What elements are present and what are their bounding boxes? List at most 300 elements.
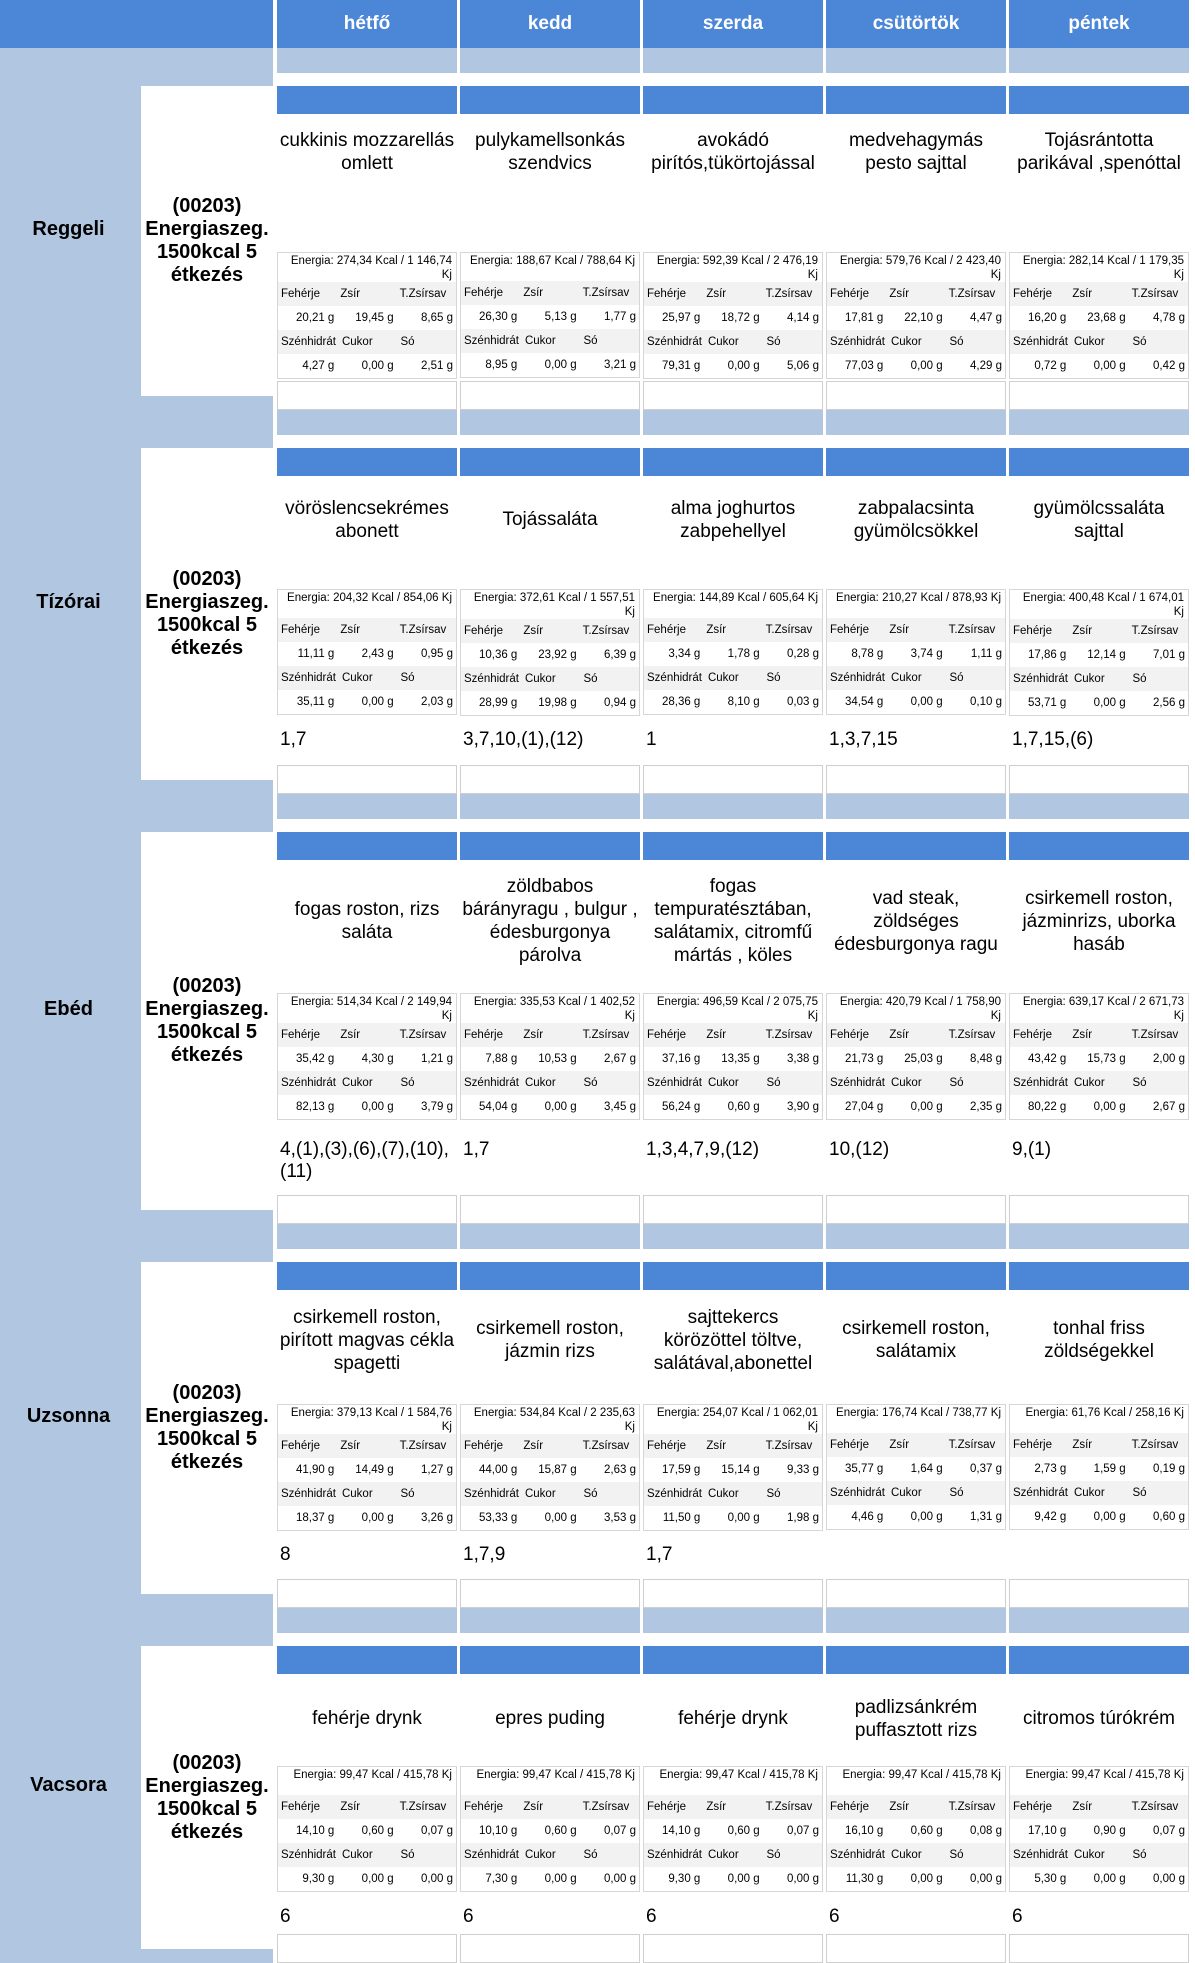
sat-fat-value: 9,33 g: [787, 1464, 819, 1476]
day-cell: [460, 410, 640, 794]
salt-value: 0,42 g: [1153, 360, 1185, 372]
nutrient-header-row: [278, 282, 456, 306]
salt-label: Só: [1132, 673, 1147, 685]
cell-spacer: [1009, 410, 1189, 435]
meal-name: Vacsora: [0, 1608, 137, 1963]
dish-name: gyümölcssaláta sajttal: [1033, 497, 1165, 542]
nutrient-header-row: [827, 1481, 1005, 1505]
salt-label: Só: [766, 1488, 781, 1500]
nutrient-header-row: [1010, 330, 1188, 354]
cell-spacer: [826, 48, 1006, 73]
protein-value: 26,30 g: [478, 311, 518, 323]
sugar-label: Cukor: [341, 672, 373, 684]
protein-value: 17,59 g: [661, 1464, 701, 1476]
nutrient-value-row: [461, 1819, 639, 1843]
diet-group: (00203) Energiaszeg. 1500kcal 5 étkezés: [141, 832, 273, 1210]
protein-label: Fehérje: [1013, 1439, 1052, 1451]
cell-footer: [826, 1195, 1006, 1224]
protein-label: Fehérje: [830, 624, 869, 636]
protein-value: 43,42 g: [1027, 1053, 1067, 1065]
sugar-value: 0,00 g: [1093, 360, 1126, 372]
nutrition-table: [1009, 1404, 1189, 1530]
sugar-value: 0,00 g: [361, 360, 394, 372]
nutrient-header-row: [644, 1071, 822, 1095]
sat-fat-value: 1,77 g: [604, 311, 636, 323]
nutrient-header-row: [827, 666, 1005, 690]
nutrient-header-row: [278, 666, 456, 690]
energy-value: Energia: 204,32 Kcal / 854,06 Kj: [287, 592, 452, 604]
sugar-value: 0,00 g: [727, 360, 760, 372]
sugar-value: 0,00 g: [361, 696, 394, 708]
protein-value: 17,81 g: [844, 312, 884, 324]
fat-value: 23,92 g: [538, 649, 577, 661]
carbs-label: Szénhidrát: [464, 1077, 519, 1089]
dish-name: vöröslencsekrémes abonett: [285, 497, 449, 542]
dish-name: tonhal friss zöldségekkel: [1044, 1318, 1154, 1362]
cell-band: [460, 86, 640, 114]
fat-value: 15,14 g: [721, 1464, 760, 1476]
allergen-codes: 6: [646, 1906, 657, 1927]
nutrient-header-row: [827, 282, 1005, 306]
nutrient-value-row: [1010, 306, 1188, 330]
salt-value: 0,00 g: [970, 1873, 1002, 1885]
cell-band: [643, 832, 823, 860]
fat-label: Zsír: [889, 288, 910, 300]
protein-label: Fehérje: [1013, 1029, 1052, 1041]
protein-label: Fehérje: [464, 1801, 503, 1813]
protein-label: Fehérje: [830, 1439, 869, 1451]
fat-label: Zsír: [706, 1029, 727, 1041]
fat-value: 1,59 g: [1093, 1463, 1126, 1475]
sat-fat-value: 0,07 g: [787, 1825, 819, 1837]
allergen-codes: 3,7,10,(1),(12): [463, 729, 584, 750]
nutrient-value-row: [827, 1867, 1005, 1891]
cell-band: [826, 86, 1006, 114]
nutrient-header-row: [461, 619, 639, 643]
meal-name: Tízórai: [0, 410, 137, 794]
nutrient-value-row: [644, 1458, 822, 1482]
energy-value: Energia: 144,89 Kcal / 605,64 Kj: [653, 592, 818, 604]
nutrition-table: [826, 1404, 1006, 1530]
sat-fat-label: T.Zsírsav: [582, 625, 630, 637]
salt-value: 3,26 g: [421, 1512, 453, 1524]
energy-value: Energia: 420,79 Kcal / 1 758,90 Kj: [839, 996, 1001, 1022]
dish-name: Tojásrántotta parikával ,spenóttal: [1017, 130, 1181, 174]
carbs-label: Szénhidrát: [647, 672, 702, 684]
cell-footer: [277, 1934, 457, 1963]
sugar-label: Cukor: [707, 1849, 739, 1861]
cell-spacer: [1009, 1608, 1189, 1633]
meal-row-ebéd: [0, 794, 1195, 1224]
energy-value: Energia: 99,47 Kcal / 415,78 Kj: [1025, 1769, 1184, 1781]
nutrient-value-row: [461, 1506, 639, 1530]
cell-band: [460, 1646, 640, 1674]
sat-fat-value: 2,00 g: [1153, 1053, 1185, 1065]
sat-fat-label: T.Zsírsav: [948, 288, 996, 300]
cell-footer: [460, 765, 640, 794]
sat-fat-label: T.Zsírsav: [1131, 1801, 1179, 1813]
fat-label: Zsír: [523, 1801, 544, 1813]
cell-footer: [826, 1579, 1006, 1608]
energy-value: Energia: 379,13 Kcal / 1 584,76 Kj: [290, 1407, 452, 1433]
sat-fat-label: T.Zsírsav: [582, 1440, 630, 1452]
diet-group: (00203) Energiaszeg. 1500kcal 5 étkezés: [141, 86, 273, 396]
day-cell: [1009, 1608, 1189, 1963]
nutrient-header-row: [461, 1843, 639, 1867]
fat-label: Zsír: [340, 288, 361, 300]
protein-label: Fehérje: [1013, 288, 1052, 300]
cell-spacer: [460, 1608, 640, 1633]
cell-spacer: [460, 410, 640, 435]
dish-name: fehérje drynk: [678, 1708, 788, 1729]
energy-value: Energia: 99,47 Kcal / 415,78 Kj: [476, 1769, 635, 1781]
energy-value: Energia: 514,34 Kcal / 2 149,94 Kj: [290, 996, 452, 1022]
day-cell: [1009, 794, 1189, 1224]
meal-name: Uzsonna: [0, 1224, 137, 1608]
protein-label: Fehérje: [464, 1029, 503, 1041]
diet-group: (00203) Energiaszeg. 1500kcal 5 étkezés: [141, 1646, 273, 1949]
cell-band: [1009, 86, 1189, 114]
salt-label: Só: [400, 1077, 415, 1089]
day-cell: [460, 794, 640, 1224]
fat-label: Zsír: [340, 624, 361, 636]
cell-footer: [1009, 1195, 1189, 1224]
nutrient-value-row: [461, 1095, 639, 1119]
carbs-label: Szénhidrát: [647, 1488, 702, 1500]
nutrient-header-row: [461, 1795, 639, 1819]
day-cell: [826, 1224, 1006, 1608]
protein-label: Fehérje: [830, 1029, 869, 1041]
sat-fat-label: T.Zsírsav: [399, 1029, 447, 1041]
nutrition-table: [460, 1766, 640, 1892]
fat-value: 0,90 g: [1093, 1825, 1126, 1837]
fat-value: 1,64 g: [910, 1463, 943, 1475]
carbs-label: Szénhidrát: [830, 1487, 885, 1499]
dish-name: padlizsánkrém puffasztott rizs: [854, 1696, 978, 1741]
nutrition-table: [277, 1404, 457, 1531]
sugar-label: Cukor: [1073, 1077, 1105, 1089]
nutrient-header-row: [278, 1482, 456, 1506]
day-cell: [277, 1224, 457, 1608]
sugar-value: 0,00 g: [544, 1512, 577, 1524]
carbs-value: 54,04 g: [478, 1101, 518, 1113]
day-cell: [460, 1608, 640, 1963]
cell-spacer: [643, 48, 823, 73]
carbs-value: 8,95 g: [485, 359, 518, 371]
allergen-codes: 1,3,7,15: [829, 729, 898, 750]
meal-row-vacsora: [0, 1608, 1195, 1963]
sat-fat-label: T.Zsírsav: [399, 1801, 447, 1813]
energy-value: Energia: 372,61 Kcal / 1 557,51 Kj: [473, 592, 635, 618]
cell-footer: [643, 1934, 823, 1963]
sat-fat-value: 3,38 g: [787, 1053, 819, 1065]
header-corner: [0, 0, 273, 48]
carbs-label: Szénhidrát: [281, 336, 336, 348]
diet-group-column: [137, 1224, 273, 1608]
cell-spacer: [277, 1608, 457, 1633]
sugar-label: Cukor: [707, 672, 739, 684]
nutrient-value-row: [827, 690, 1005, 714]
sat-fat-label: T.Zsírsav: [948, 624, 996, 636]
nutrient-header-row: [278, 1795, 456, 1819]
fat-value: 14,49 g: [355, 1464, 394, 1476]
dish-name: zöldbabos bárányragu , bulgur , édesburgonya párolva: [462, 876, 638, 966]
nutrient-value-row: [278, 306, 456, 330]
sat-fat-label: T.Zsírsav: [765, 1801, 813, 1813]
allergen-codes: 6: [1012, 1906, 1023, 1927]
day-cell: [460, 1224, 640, 1608]
carbs-label: Szénhidrát: [647, 1849, 702, 1861]
salt-label: Só: [1132, 1077, 1147, 1089]
nutrition-table: [277, 993, 457, 1120]
sat-fat-value: 0,07 g: [604, 1825, 636, 1837]
nutrient-value-row: [644, 354, 822, 378]
fat-value: 18,72 g: [721, 312, 760, 324]
fat-value: 12,14 g: [1087, 649, 1126, 661]
diet-group-column: [137, 410, 273, 794]
fat-label: Zsír: [706, 1440, 727, 1452]
sugar-value: 0,00 g: [910, 360, 943, 372]
cell-spacer: [1009, 794, 1189, 819]
energy-value: Energia: 579,76 Kcal / 2 423,40 Kj: [839, 255, 1001, 281]
sugar-label: Cukor: [341, 336, 373, 348]
sat-fat-value: 7,01 g: [1153, 649, 1185, 661]
dish-name: Tojássaláta: [502, 509, 598, 530]
diet-group-column: [137, 1608, 273, 1963]
dish-name: medvehagymás pesto sajttal: [848, 130, 984, 174]
protein-label: Fehérje: [464, 1440, 503, 1452]
allergen-codes: 6: [280, 1906, 291, 1927]
nutrition-table: [460, 589, 640, 716]
day-cell: [460, 48, 640, 410]
salt-label: Só: [583, 673, 598, 685]
fat-value: 0,60 g: [727, 1825, 760, 1837]
sugar-label: Cukor: [1073, 336, 1105, 348]
carbs-value: 53,33 g: [478, 1512, 518, 1524]
carbs-label: Szénhidrát: [464, 1488, 519, 1500]
energy-value: Energia: 99,47 Kcal / 415,78 Kj: [842, 1769, 1001, 1781]
energy-value: Energia: 400,48 Kcal / 1 674,01 Kj: [1022, 592, 1184, 618]
sat-fat-label: T.Zsírsav: [765, 288, 813, 300]
dish-name: sajttekercs körözöttel töltve, salátával,abonettel: [653, 1306, 813, 1374]
nutrition-table: [460, 252, 640, 378]
cell-footer: [826, 1934, 1006, 1963]
carbs-value: 79,31 g: [661, 360, 701, 372]
fat-label: Zsír: [523, 1440, 544, 1452]
nutrient-header-row: [461, 281, 639, 305]
fat-label: Zsír: [889, 1439, 910, 1451]
fat-label: Zsír: [1072, 625, 1093, 637]
nutrition-table: [826, 1766, 1006, 1892]
day-cell: [277, 48, 457, 410]
fat-value: 5,13 g: [544, 311, 577, 323]
dish-name: citromos túrókrém: [1022, 1708, 1176, 1729]
fat-value: 23,68 g: [1087, 312, 1126, 324]
nutrient-header-row: [644, 1482, 822, 1506]
sugar-label: Cukor: [524, 335, 556, 347]
nutrient-header-row: [827, 330, 1005, 354]
nutrient-header-row: [278, 618, 456, 642]
salt-value: 0,10 g: [970, 696, 1002, 708]
fat-value: 0,60 g: [544, 1825, 577, 1837]
salt-label: Só: [766, 1077, 781, 1089]
nutrient-value-row: [1010, 643, 1188, 667]
nutrient-header-row: [644, 330, 822, 354]
protein-label: Fehérje: [1013, 1801, 1052, 1813]
salt-value: 2,51 g: [421, 360, 453, 372]
day-cell: [643, 1608, 823, 1963]
header-day-4: csütörtök: [826, 0, 1006, 48]
nutrient-header-row: [644, 618, 822, 642]
carbs-value: 82,13 g: [295, 1101, 335, 1113]
cell-band: [460, 1262, 640, 1290]
allergen-codes: 1,7,9: [463, 1544, 506, 1565]
nutrient-header-row: [461, 1434, 639, 1458]
nutrient-value-row: [1010, 1505, 1188, 1529]
carbs-value: 11,50 g: [662, 1512, 701, 1524]
cell-spacer: [277, 1224, 457, 1249]
day-cell: [826, 48, 1006, 410]
fat-value: 22,10 g: [904, 312, 943, 324]
carbs-value: 7,30 g: [485, 1873, 518, 1885]
salt-label: Só: [949, 336, 964, 348]
sat-fat-value: 0,07 g: [421, 1825, 453, 1837]
fat-label: Zsír: [1072, 1439, 1093, 1451]
fat-value: 10,53 g: [538, 1053, 577, 1065]
fat-value: 15,73 g: [1087, 1053, 1126, 1065]
fat-value: 15,87 g: [538, 1464, 577, 1476]
salt-label: Só: [766, 336, 781, 348]
salt-value: 0,03 g: [787, 696, 819, 708]
nutrient-header-row: [1010, 619, 1188, 643]
fat-value: 3,74 g: [910, 648, 943, 660]
sugar-value: 19,98 g: [538, 697, 577, 709]
sat-fat-value: 4,78 g: [1153, 312, 1185, 324]
cell-spacer: [277, 794, 457, 819]
nutrient-header-row: [644, 1843, 822, 1867]
cell-band: [826, 1262, 1006, 1290]
fat-value: 0,60 g: [361, 1825, 394, 1837]
salt-value: 3,90 g: [787, 1101, 819, 1113]
allergen-codes: 1: [646, 729, 657, 750]
salt-value: 3,21 g: [604, 359, 636, 371]
sat-fat-label: T.Zsírsav: [399, 624, 447, 636]
cell-spacer: [460, 1224, 640, 1249]
protein-label: Fehérje: [281, 1801, 320, 1813]
sat-fat-value: 2,67 g: [604, 1053, 636, 1065]
protein-value: 8,78 g: [851, 648, 884, 660]
salt-label: Só: [949, 672, 964, 684]
sugar-value: 0,00 g: [727, 1512, 760, 1524]
day-cell: [1009, 1224, 1189, 1608]
nutrition-table: [643, 1766, 823, 1892]
allergen-codes: 1,7,15,(6): [1012, 729, 1094, 750]
cell-footer: [460, 381, 640, 410]
nutrient-header-row: [278, 1071, 456, 1095]
nutrient-value-row: [278, 1867, 456, 1891]
cell-band: [643, 1262, 823, 1290]
cell-footer: [826, 765, 1006, 794]
carbs-label: Szénhidrát: [281, 672, 336, 684]
protein-value: 3,34 g: [668, 648, 701, 660]
protein-value: 11,11 g: [297, 648, 335, 660]
nutrition-table: [460, 993, 640, 1120]
carbs-label: Szénhidrát: [464, 335, 519, 347]
nutrient-value-row: [644, 1819, 822, 1843]
energy-value: Energia: 274,34 Kcal / 1 146,74 Kj: [290, 255, 452, 281]
salt-label: Só: [583, 1849, 598, 1861]
cell-spacer: [643, 794, 823, 819]
cell-footer: [643, 1579, 823, 1608]
nutrition-table: [643, 252, 823, 379]
protein-label: Fehérje: [830, 288, 869, 300]
protein-value: 2,73 g: [1034, 1463, 1067, 1475]
nutrient-header-row: [461, 1071, 639, 1095]
dish-name: csirkemell roston, jázmin rizs: [476, 1318, 624, 1362]
carbs-value: 0,72 g: [1034, 360, 1067, 372]
nutrition-table: [826, 993, 1006, 1120]
carbs-label: Szénhidrát: [464, 673, 519, 685]
carbs-value: 5,30 g: [1034, 1873, 1067, 1885]
cell-band: [277, 86, 457, 114]
energy-value: Energia: 99,47 Kcal / 415,78 Kj: [659, 1769, 818, 1781]
protein-value: 37,16 g: [661, 1053, 701, 1065]
cell-band: [643, 448, 823, 476]
allergen-codes: 1,3,4,7,9,(12): [646, 1139, 760, 1160]
fat-value: 25,03 g: [904, 1053, 943, 1065]
salt-label: Só: [766, 1849, 781, 1861]
nutrition-table: [1009, 993, 1189, 1120]
nutrient-header-row: [644, 1434, 822, 1458]
cell-spacer: [1009, 48, 1189, 73]
cell-spacer: [643, 1224, 823, 1249]
salt-label: Só: [583, 1488, 598, 1500]
energy-value: Energia: 592,39 Kcal / 2 476,19 Kj: [656, 255, 818, 281]
nutrition-table: [643, 993, 823, 1120]
nutrient-value-row: [644, 1095, 822, 1119]
nutrient-value-row: [461, 305, 639, 329]
nutrient-value-row: [1010, 1457, 1188, 1481]
sugar-value: 0,00 g: [361, 1512, 394, 1524]
carbs-label: Szénhidrát: [647, 336, 702, 348]
meal-row-tízórai: [0, 410, 1195, 794]
nutrient-header-row: [278, 1843, 456, 1867]
carbs-label: Szénhidrát: [1013, 1077, 1068, 1089]
sat-fat-value: 0,08 g: [970, 1825, 1002, 1837]
carbs-label: Szénhidrát: [830, 672, 885, 684]
header-day-3: szerda: [643, 0, 823, 48]
nutrient-value-row: [461, 1458, 639, 1482]
cell-spacer: [643, 1608, 823, 1633]
energy-value: Energia: 188,67 Kcal / 788,64 Kj: [470, 255, 635, 267]
dish-name: cukkinis mozzarellás omlett: [279, 130, 455, 174]
nutrient-value-row: [644, 1506, 822, 1530]
sugar-value: 0,00 g: [1093, 1873, 1126, 1885]
protein-value: 14,10 g: [295, 1825, 335, 1837]
nutrient-header-row: [1010, 1843, 1188, 1867]
protein-label: Fehérje: [281, 288, 320, 300]
carbs-value: 9,30 g: [302, 1873, 335, 1885]
cell-footer: [643, 1195, 823, 1224]
nutrient-header-row: [1010, 1071, 1188, 1095]
protein-label: Fehérje: [830, 1801, 869, 1813]
protein-value: 16,20 g: [1027, 312, 1067, 324]
nutrient-header-row: [644, 1023, 822, 1047]
salt-value: 1,31 g: [970, 1511, 1002, 1523]
nutrient-header-row: [461, 1482, 639, 1506]
protein-label: Fehérje: [281, 624, 320, 636]
sugar-label: Cukor: [524, 1488, 556, 1500]
